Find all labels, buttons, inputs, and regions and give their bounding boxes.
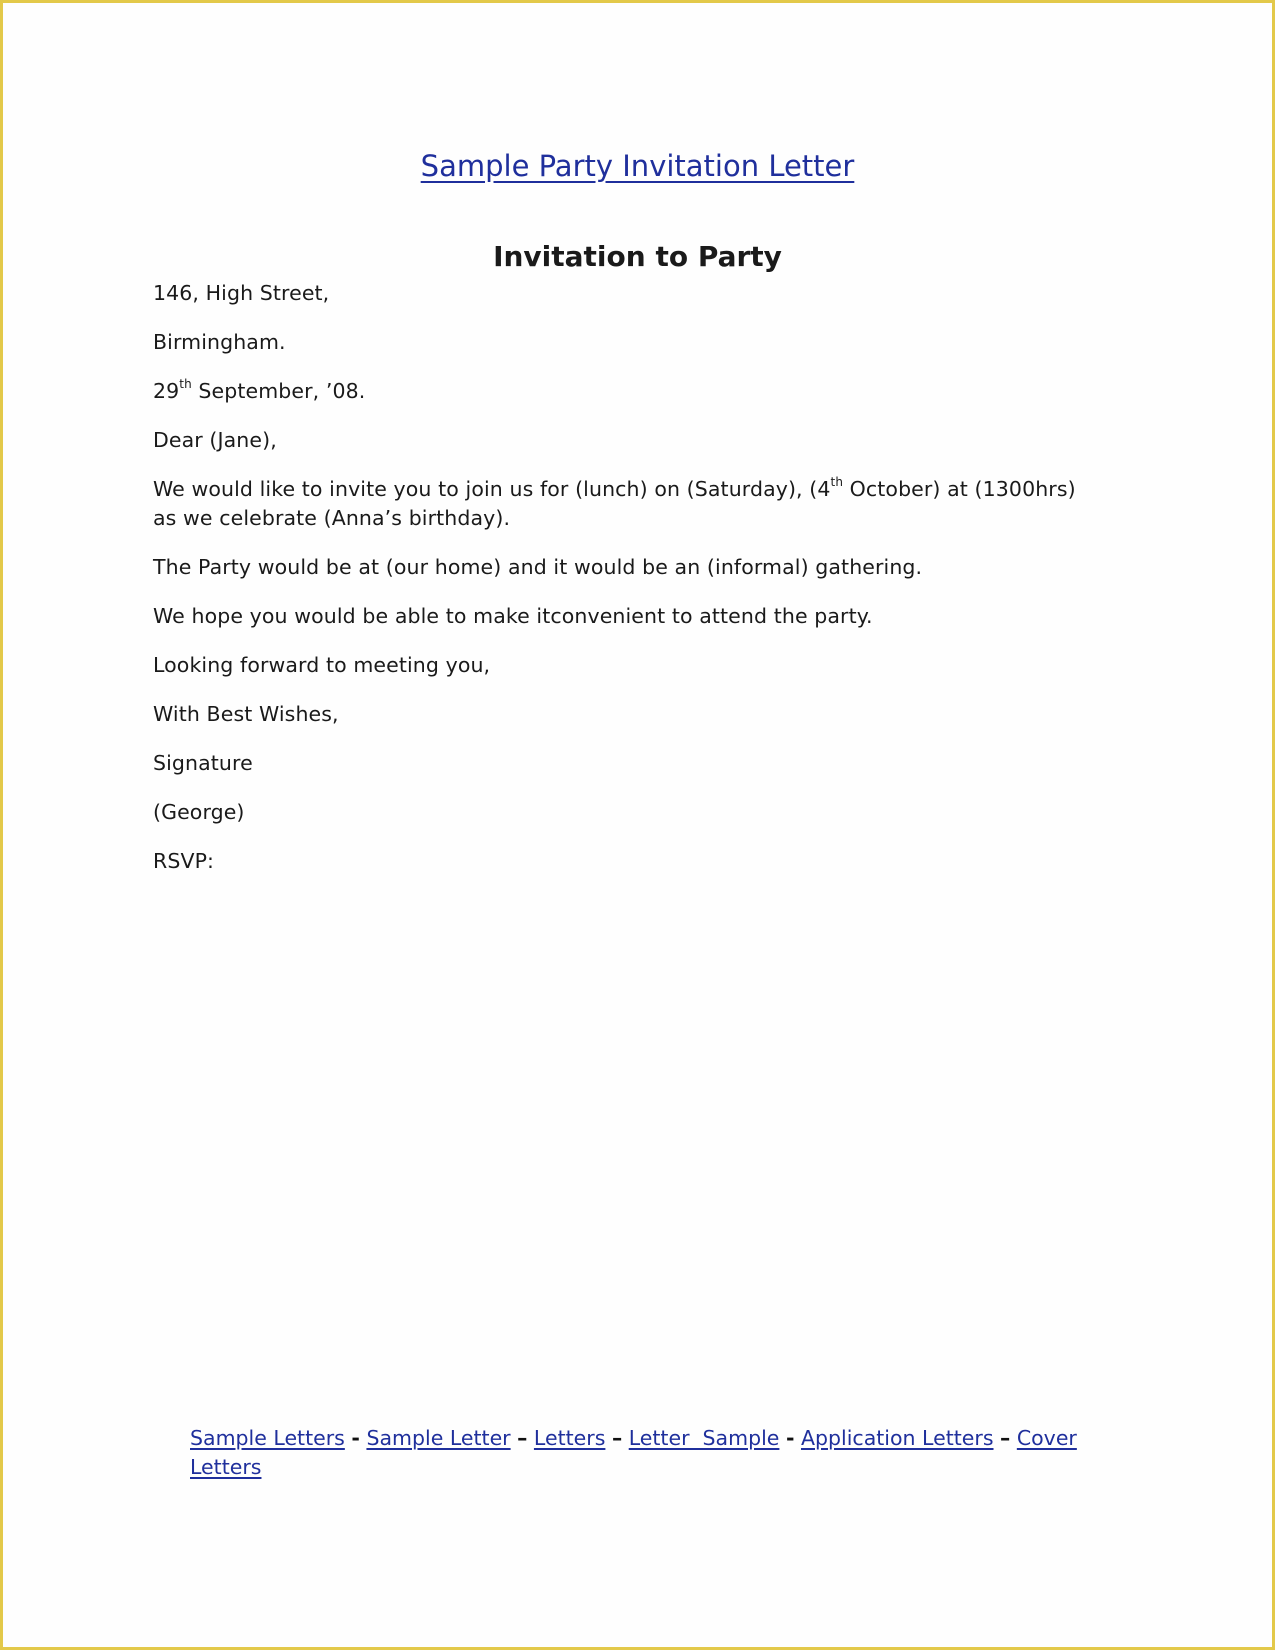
paragraph-1-part-1: We would like to invite you to join us for (lunch) on (Saturday), (4 [153,477,831,501]
title-link[interactable]: Sample Party Invitation Letter [420,149,855,183]
paragraph-1-line-2: as we celebrate (Anna’s birthday). [153,506,511,530]
footer-separator: - [351,1426,360,1450]
footer-separator: – [1000,1426,1011,1450]
footer-link-letters[interactable]: Letters [533,1426,606,1450]
closing-line-1: Looking forward to meeting you, [153,653,491,677]
address-line-1: 146, High Street, [153,281,330,305]
date-day: 29 [153,379,180,403]
footer-links [190,1424,1120,1482]
paragraph-1-line-1 [153,477,1076,501]
date-suffix: th [179,377,192,391]
rsvp-label: RSVP: [153,849,215,873]
closing-line-2: With Best Wishes, [153,702,339,726]
footer-separator: – [517,1426,528,1450]
footer-link-application-letters[interactable]: Application Letters [800,1426,994,1450]
paragraph-3: We hope you would be able to make itconvenient to attend the party. [153,604,873,628]
letter-heading: Invitation to Party [493,240,782,273]
footer-link-sample-letters[interactable]: Sample Letters [190,1426,345,1450]
footer-separator: – [611,1426,623,1450]
signature-label: Signature [153,751,253,775]
paragraph-1-part-2: October) at (1300hrs) [843,477,1076,501]
signer-name: (George) [153,800,245,824]
footer-separator: - [785,1426,795,1450]
paragraph-2: The Party would be at (our home) and it would be an (informal) gathering. [153,555,923,579]
date-rest: September, ’08. [191,379,366,403]
footer-link-letter-sample[interactable]: Letter Sample [628,1426,780,1450]
address-line-2: Birmingham. [153,330,286,354]
footer-link-cover-letters[interactable]: Cover Letters [190,1426,1077,1479]
letter-date [153,379,365,403]
salutation: Dear (Jane), [153,428,277,452]
footer-link-sample-letter[interactable]: Sample Letter [366,1426,511,1450]
paragraph-1-suffix: th [830,475,844,489]
